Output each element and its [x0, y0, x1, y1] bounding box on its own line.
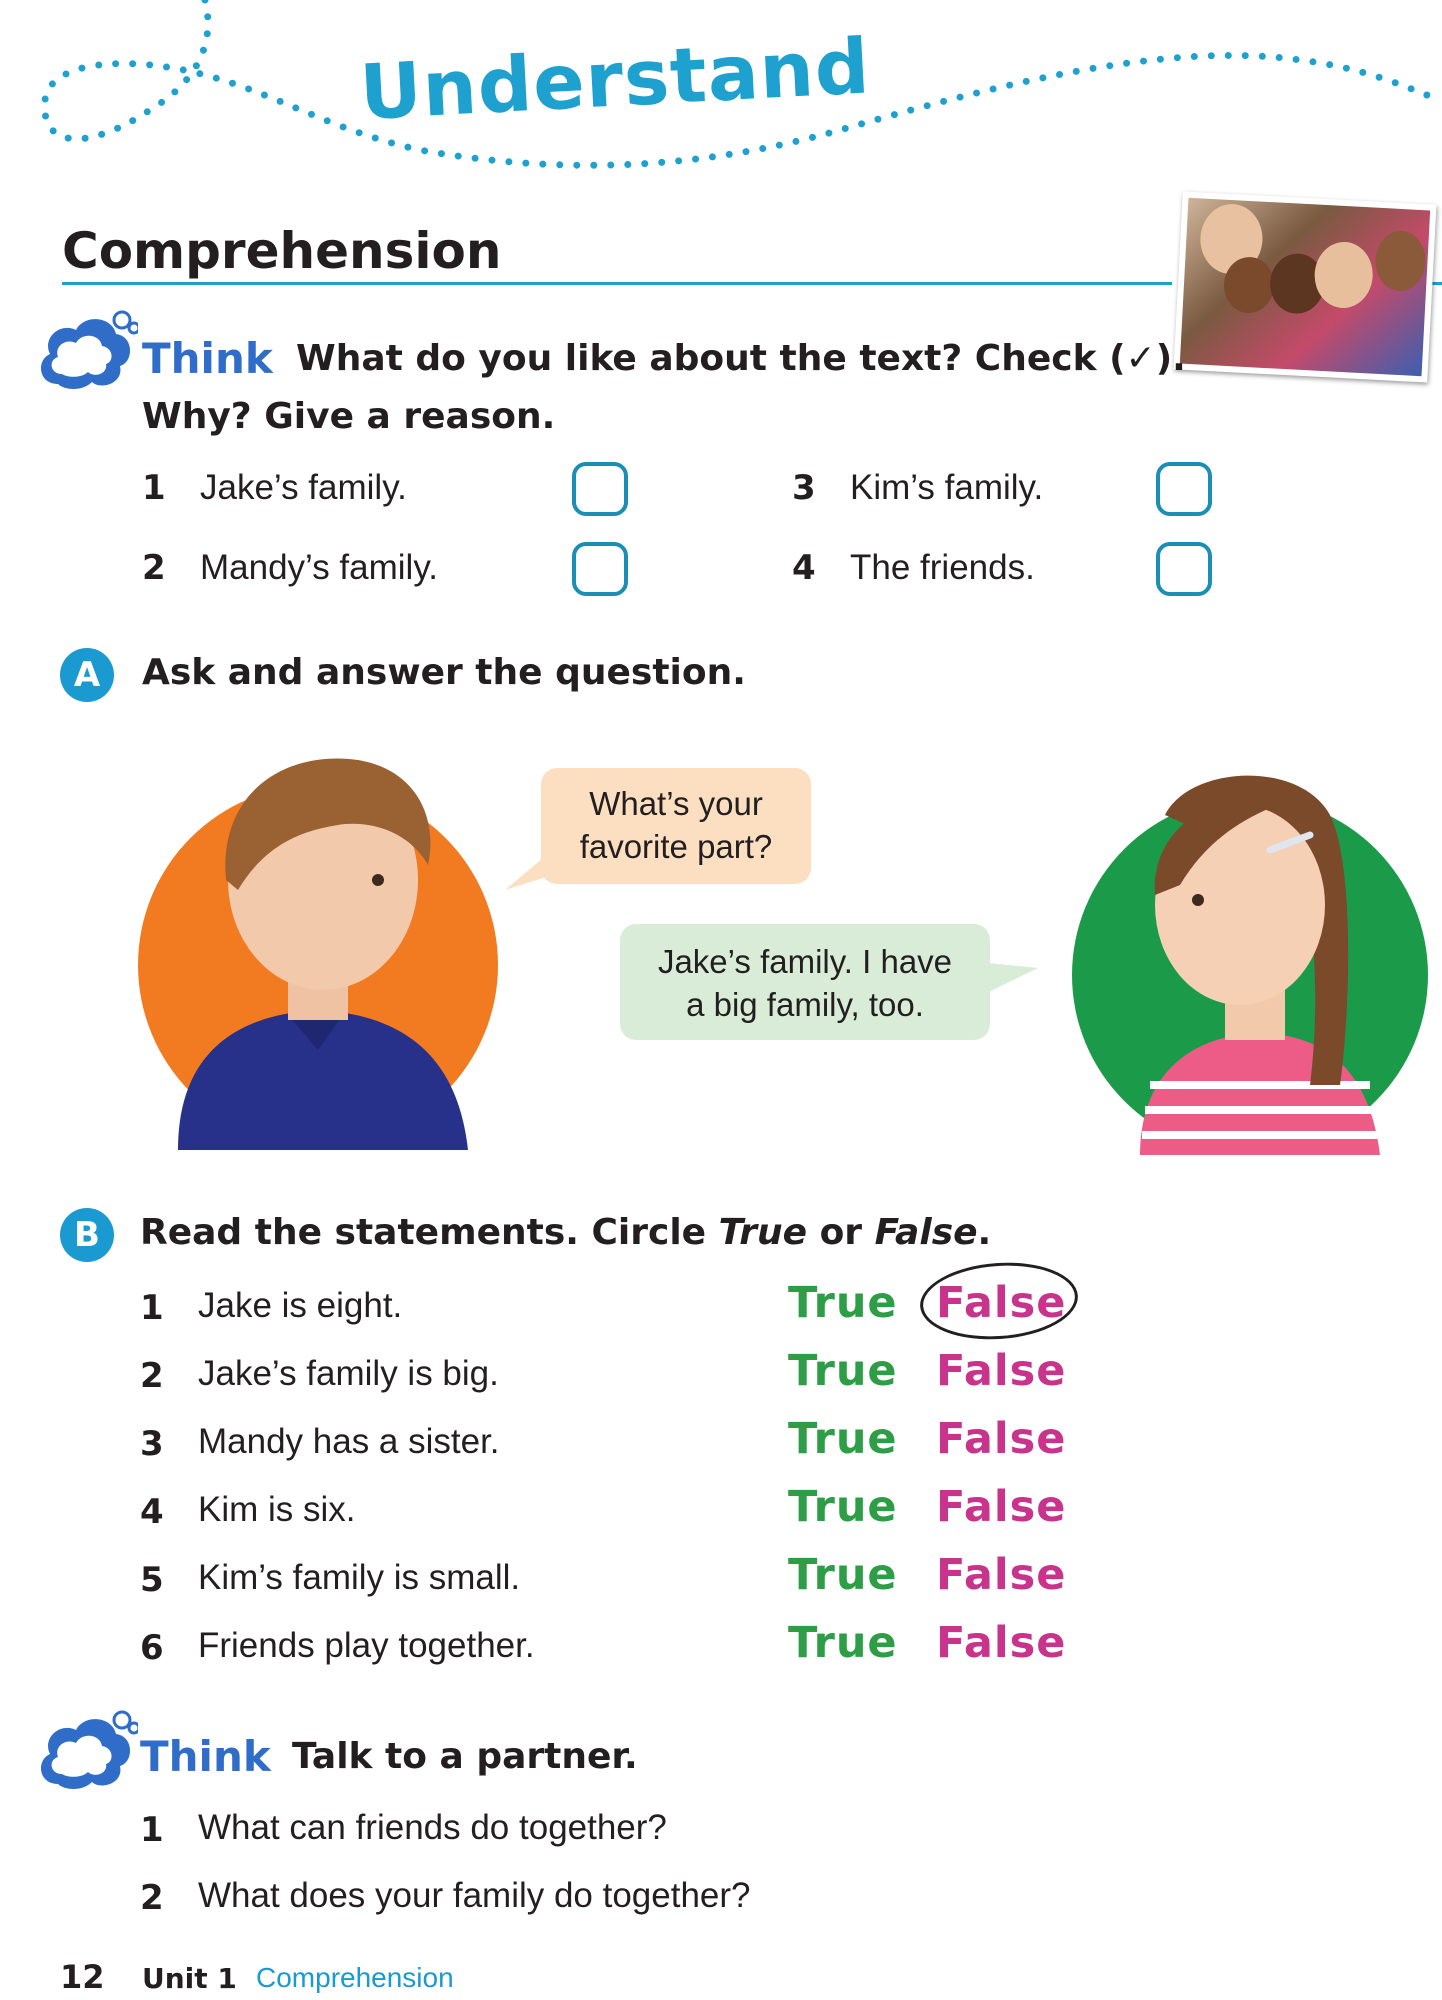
checkbox-jakes-family[interactable]: [572, 462, 628, 516]
checkbox-the-friends[interactable]: [1156, 542, 1212, 596]
question-number: 1: [140, 1810, 164, 1850]
question-text: What can friends do together?: [198, 1808, 667, 1847]
item-number: 2: [142, 548, 166, 588]
true-option[interactable]: True: [788, 1414, 898, 1464]
item-number: 3: [792, 468, 816, 508]
part-b-instruction: [140, 1212, 991, 1253]
item-text: Jake’s family.: [200, 468, 407, 507]
false-option[interactable]: False: [936, 1346, 1067, 1396]
item-text: The friends.: [850, 548, 1035, 587]
instruction-true: True: [718, 1212, 808, 1253]
statement-text: Jake’s family is big.: [198, 1354, 499, 1393]
item-text: Kim’s family.: [850, 468, 1044, 507]
statement-text: Kim’s family is small.: [198, 1558, 521, 1597]
true-option[interactable]: True: [788, 1482, 898, 1532]
heading-rule: [62, 282, 1172, 285]
statement-number: 5: [140, 1560, 164, 1600]
speech-bubble-boy-line2: favorite part?: [579, 828, 773, 865]
statement-number: 3: [140, 1424, 164, 1464]
section-heading: Comprehension: [62, 222, 502, 280]
think-cloud-icon: [34, 1708, 138, 1792]
speech-bubble-girl: [620, 940, 990, 1026]
section-badge-b: B: [60, 1208, 114, 1262]
section-badge-a: A: [60, 648, 114, 702]
think-prompt-line2: Why? Give a reason.: [142, 396, 556, 437]
speech-bubble-girl-line1: Jake’s family. I have: [657, 943, 953, 980]
speech-bubble-girl-line2: a big family, too.: [686, 986, 924, 1023]
item-number: 4: [792, 548, 816, 588]
false-option[interactable]: False: [936, 1618, 1067, 1668]
think-label: Think: [140, 1732, 271, 1781]
checkbox-mandys-family[interactable]: [572, 542, 628, 596]
item-text: Mandy’s family.: [200, 548, 438, 587]
children-group-photo: [1174, 191, 1437, 382]
false-option[interactable]: False: [936, 1482, 1067, 1532]
statement-number: 2: [140, 1356, 164, 1396]
question-text: What does your family do together?: [198, 1876, 751, 1915]
true-option[interactable]: True: [788, 1278, 898, 1328]
think-prompt-line1: What do you like about the text? Check (✓).: [296, 338, 1186, 379]
true-option[interactable]: True: [788, 1346, 898, 1396]
true-option[interactable]: True: [788, 1550, 898, 1600]
girl-illustration: [1070, 755, 1432, 1155]
boy-illustration: [138, 730, 500, 1150]
statement-text: Mandy has a sister.: [198, 1422, 500, 1461]
false-option[interactable]: False: [936, 1278, 1067, 1328]
footer-unit: Unit 1: [142, 1962, 237, 1995]
statement-number: 6: [140, 1628, 164, 1668]
speech-bubble-boy: [541, 782, 811, 868]
statement-text: Kim is six.: [198, 1490, 356, 1529]
checkbox-kims-family[interactable]: [1156, 462, 1212, 516]
statement-text: Jake is eight.: [198, 1286, 403, 1325]
think-prompt: Talk to a partner.: [292, 1736, 638, 1777]
footer-section: Comprehension: [256, 1962, 454, 1993]
true-option[interactable]: True: [788, 1618, 898, 1668]
part-a-instruction: Ask and answer the question.: [142, 652, 746, 693]
instruction-text: or: [807, 1212, 875, 1253]
false-option[interactable]: False: [936, 1414, 1067, 1464]
think-cloud-icon: [34, 308, 138, 392]
answer-circle-mark: [918, 1258, 1081, 1345]
question-number: 2: [140, 1878, 164, 1918]
statement-number: 1: [140, 1288, 164, 1328]
think-label: Think: [142, 334, 273, 383]
speech-bubble-boy-line1: What’s your: [589, 785, 763, 822]
page-title: Understand: [357, 21, 873, 137]
false-option[interactable]: False: [936, 1550, 1067, 1600]
instruction-text: .: [977, 1212, 992, 1253]
item-number: 1: [142, 468, 166, 508]
instruction-text: Read the statements. Circle: [140, 1212, 719, 1253]
instruction-false: False: [874, 1212, 978, 1253]
page-number: 12: [60, 1958, 105, 1996]
statement-number: 4: [140, 1492, 164, 1532]
statement-text: Friends play together.: [198, 1626, 535, 1665]
